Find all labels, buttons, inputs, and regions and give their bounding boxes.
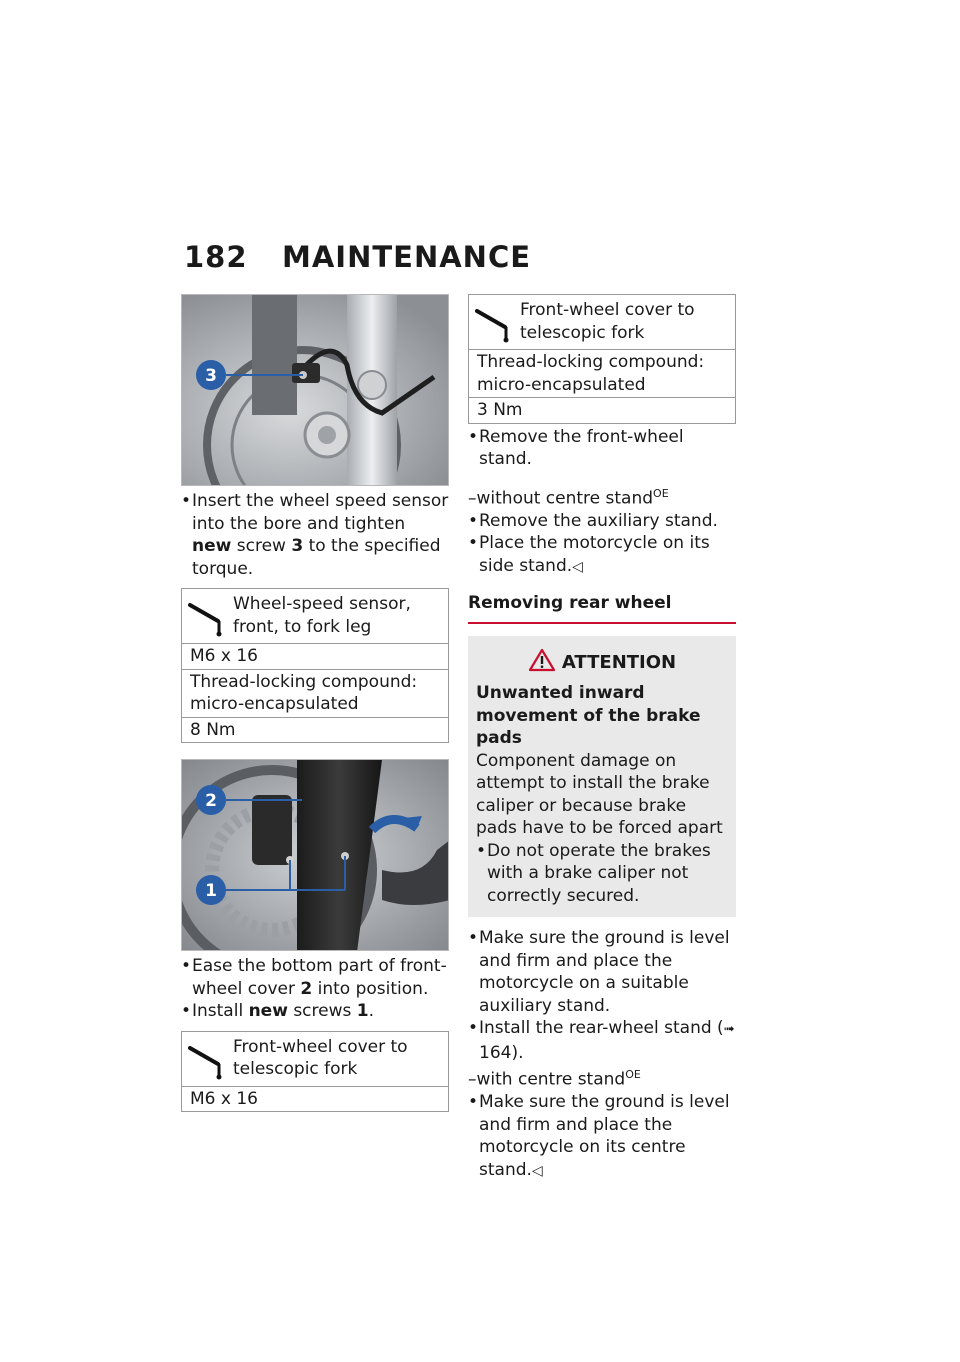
step-place-aux-stand: • Make sure the ground is level and firm and place the motorcycle on a suitable auxiliary stand. <box>468 927 736 1017</box>
torque-wrench-icon <box>188 599 228 639</box>
torque-table-sensor <box>181 588 449 743</box>
step-install-rear-stand: • Install the rear-wheel stand (➟ 164). <box>468 1017 736 1064</box>
step-ease-cover: • Ease the bottom part of front-wheel cover 2 into position. <box>181 955 449 1000</box>
callout-2: 2 <box>205 791 217 811</box>
sensor-photo-illustration <box>182 295 449 486</box>
torque-row: Thread-locking compound: micro-encapsulated <box>182 670 448 718</box>
page-reference[interactable]: 164 <box>479 1042 512 1063</box>
step-install-screws: • Install new screws 1. <box>181 1000 449 1023</box>
step-remove-front-stand: • Remove the front-wheel stand. <box>468 426 736 471</box>
warning-triangle-icon <box>528 648 556 672</box>
attention-body: Component damage on attempt to install the brake caliper or because brake pads have to be forced apart <box>476 750 723 839</box>
torque-row: M6 x 16 <box>190 1088 258 1109</box>
section-removing-rear-wheel: Removing rear wheel <box>468 592 736 624</box>
torque-title: Front-wheel cover to telescopic fork <box>520 300 695 343</box>
torque-title: Wheel-speed sensor, front, to fork leg <box>233 594 411 637</box>
cover-photo-illustration <box>182 760 449 951</box>
callout-1: 1 <box>205 881 217 901</box>
attention-list <box>476 840 728 908</box>
end-of-condition-icon: ◁ <box>531 1162 543 1179</box>
page-number: 182 <box>184 240 248 274</box>
torque-row: 8 Nm <box>190 719 236 740</box>
condition-without-centre-stand: –without centre stand$^{OE}$ <box>468 486 669 509</box>
end-of-condition-icon: ◁ <box>572 558 583 575</box>
attention-heading: Unwanted inward movement of the brake pads <box>476 683 701 749</box>
attention-title: ATTENTION <box>476 648 728 675</box>
right-column <box>468 294 736 1182</box>
torque-title: Front-wheel cover to telescopic fork <box>233 1036 408 1079</box>
page-title: MAINTENANCE <box>282 240 532 274</box>
torque-wrench-icon <box>475 305 515 345</box>
step-insert-sensor: • Insert the wheel speed sensor into the bore and tighten new screw 3 to the specified torque. <box>181 490 449 580</box>
torque-table-cover-continued <box>468 294 736 424</box>
torque-table-cover <box>181 1031 449 1113</box>
page-header <box>184 240 531 274</box>
page-reference-arrow-icon: ➟ <box>723 1022 735 1038</box>
figure-wheel-speed-sensor <box>181 294 449 486</box>
attention-box <box>468 636 736 918</box>
callout-3: 3 <box>205 366 217 386</box>
torque-row: Thread-locking compound: micro-encapsulated <box>469 350 735 398</box>
torque-row: M6 x 16 <box>182 644 448 670</box>
attention-item: • Do not operate the brakes with a brake caliper not correctly secured. <box>476 840 728 908</box>
left-column <box>181 294 449 1112</box>
step-place-centre-stand: • Make sure the ground is level and firm and place the motorcycle on its centre stand.◁ <box>468 1091 736 1182</box>
torque-wrench-icon <box>188 1042 228 1082</box>
figure-front-wheel-cover <box>181 759 449 951</box>
step-remove-aux-stand: • Remove the auxiliary stand. <box>468 510 736 533</box>
torque-row: 3 Nm <box>477 400 523 420</box>
step-place-side-stand: • Place the motorcycle on its side stand.◁ <box>468 532 736 578</box>
condition-with-centre-stand: –with centre stand$^{OE}$ <box>468 1068 641 1090</box>
